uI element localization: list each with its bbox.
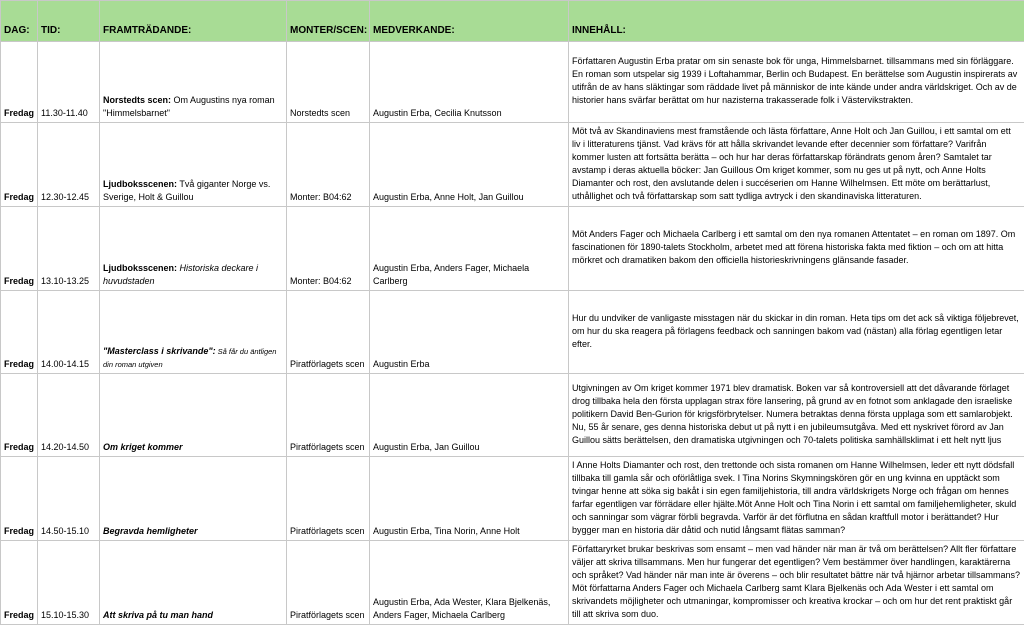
header-medverkande[interactable]: MEDVERKANDE: xyxy=(370,1,569,42)
cell-dag[interactable]: Fredag xyxy=(1,374,38,457)
performance-title-rest: Två giganter Norge vs. Sverige, Holt & Guillou xyxy=(103,179,270,202)
cell-medverkande[interactable]: Augustin Erba, Tina Norin, Anne Holt xyxy=(370,457,569,541)
cell-medverkande[interactable]: Augustin Erba, Anders Fager, Michaela Carlberg xyxy=(370,207,569,291)
cell-medverkande[interactable]: Augustin Erba xyxy=(370,291,569,374)
cell-innehall[interactable]: Författaren Augustin Erba pratar om sin senaste bok för unga, Himmelsbarnet. tillsammans med sin förläggare. En roman som utspelar sig 1939 i Loftahammar, Berlin och Budapest. En berättelse som Augustin inspirerats av utifrån de av hans släktingar som räddade livet på människor de inte kände under andra världskriget. Och av de historier hans svärfar berättat om hur nazisterna trakasserade folk i Västervikstrakten. xyxy=(569,42,1024,123)
cell-dag[interactable]: Fredag xyxy=(1,457,38,541)
cell-monter[interactable]: Norstedts scen xyxy=(287,42,370,123)
performance-title-rest: Historiska deckare i huvudstaden xyxy=(103,263,258,286)
cell-tid[interactable]: 14.20-14.50 xyxy=(38,374,100,457)
cell-dag[interactable]: Fredag xyxy=(1,541,38,625)
cell-medverkande[interactable]: Augustin Erba, Cecilia Knutsson xyxy=(370,42,569,123)
cell-tid[interactable]: 14.00-14.15 xyxy=(38,291,100,374)
table-row xyxy=(1,207,1024,291)
cell-monter[interactable]: Monter: B04:62 xyxy=(287,207,370,291)
cell-tid[interactable]: 12.30-12.45 xyxy=(38,123,100,207)
table-row xyxy=(1,457,1024,541)
cell-tid[interactable]: 14.50-15.10 xyxy=(38,457,100,541)
cell-monter[interactable]: Piratförlagets scen xyxy=(287,291,370,374)
header-dag[interactable]: DAG: xyxy=(1,1,38,42)
performance-title-bold: Ljudboksscenen: xyxy=(103,179,177,189)
cell-framtradande[interactable] xyxy=(100,291,287,374)
cell-dag[interactable]: Fredag xyxy=(1,42,38,123)
performance-title-bold: Om kriget kommer xyxy=(103,442,183,452)
cell-innehall[interactable]: Möt två av Skandinaviens mest framstående och lästa författare, Anne Holt och Jan Guillou, i ett samtal om ett liv i litteraturens tjänst. Vad krävs för att hålla skrivandet levande efter decennier som författare? Varifrån kommer lusten att fortsätta berätta – och hur har deras författarskap förändrats genom åren? Samtalet tar avstamp i deras aktuella böcker: Jan Guillous Om kriget kommer, som nu ges ut på nytt, och Anne Holts Diamanter och rost, den avslutande delen i succéserien om Hanne Wilhelmsen. Ett möte om berättarlust, uthållighet och två författarskap som satt tydliga avtryck i den skandinaviska litteraturen. xyxy=(569,123,1024,207)
performance-title-rest: Så får du äntligen din roman utgiven xyxy=(103,347,276,369)
cell-innehall[interactable]: Möt Anders Fager och Michaela Carlberg i ett samtal om den nya romanen Attentatet – en roman om 1897. Om fascinationen för 1890-talets Stockholm, arbetet med att förena historiska fakta med fiktion – och om att hitta mörkret och dramatiken bakom den officiella historieskrivningens glänsande fasader. xyxy=(569,207,1024,291)
cell-tid[interactable]: 11.30-11.40 xyxy=(38,42,100,123)
cell-monter[interactable]: Piratförlagets scen xyxy=(287,541,370,625)
header-monter[interactable]: MONTER/SCEN: xyxy=(287,1,370,42)
cell-medverkande[interactable]: Augustin Erba, Jan Guillou xyxy=(370,374,569,457)
table-row xyxy=(1,42,1024,123)
header-row xyxy=(1,1,1024,42)
cell-framtradande[interactable] xyxy=(100,374,287,457)
cell-monter[interactable]: Piratförlagets scen xyxy=(287,457,370,541)
cell-framtradande[interactable] xyxy=(100,207,287,291)
cell-dag[interactable]: Fredag xyxy=(1,291,38,374)
cell-tid[interactable]: 15.10-15.30 xyxy=(38,541,100,625)
cell-medverkande[interactable]: Augustin Erba, Ada Wester, Klara Bjelkenäs, Anders Fager, Michaela Carlberg xyxy=(370,541,569,625)
table-row xyxy=(1,374,1024,457)
cell-innehall[interactable]: Författaryrket brukar beskrivas som ensamt – men vad händer när man är två om berättelsen? Allt fler författare väljer att skriva tillsammans. Men hur fungerar det egentligen? Vem bestämmer över handlingen, karaktärerna och språket? Vad händer när man inte är överens – och blir resultatet bättre när två hjärnor arbetar tillsammans? Möt författarna Anders Fager och Michaela Carlberg samt Klara Bjelkenäs och Ada Wester i ett samtal om skrivandets möjligheter och utmaningar, kompromisser och kreativa krockar – och om hur det rent praktiskt går till att skriva som duo. xyxy=(569,541,1024,625)
table-row xyxy=(1,541,1024,625)
cell-framtradande[interactable] xyxy=(100,457,287,541)
cell-monter[interactable]: Piratförlagets scen xyxy=(287,374,370,457)
cell-framtradande[interactable] xyxy=(100,42,287,123)
performance-title-bold: "Masterclass i skrivande": xyxy=(103,346,216,356)
cell-framtradande[interactable] xyxy=(100,123,287,207)
performance-title-bold: Begravda hemligheter xyxy=(103,526,198,536)
performance-title-bold: Ljudboksscenen: xyxy=(103,263,177,273)
cell-innehall[interactable]: I Anne Holts Diamanter och rost, den trettonde och sista romanen om Hanne Wilhelmsen, leder ett nytt dödsfall tillbaka till gamla sår och oförlåtliga svek. I Tina Norins Skymningskören gör en ung kvinna en upptäckt som tvingar henne att söka sig bakåt i sin egen familjehistoria, till andra världskrigets Norge och frågan om hennes farfar egentligen var förrädare eller hjälte.Möt Anne Holt och Tina Norin i ett samtal om familjehemligheter, skuld och sanningar som vägrar förbli begravda. Varför är det förflutna en sådan kraftfull motor i berättandet? Hur bygger man en historia där dåtid och nutid långsamt flätas samman? xyxy=(569,457,1024,541)
header-tid[interactable]: TID: xyxy=(38,1,100,42)
cell-framtradande[interactable] xyxy=(100,541,287,625)
cell-monter[interactable]: Monter: B04:62 xyxy=(287,123,370,207)
table-row xyxy=(1,123,1024,207)
cell-medverkande[interactable]: Augustin Erba, Anne Holt, Jan Guillou xyxy=(370,123,569,207)
cell-innehall[interactable]: Hur du undviker de vanligaste misstagen när du skickar in din roman. Heta tips om det ack så viktiga följebrevet, om hur du ska reagera på förlagens feedback och sanningen bakom vad (nästan) alla förlag egentligen letar efter. xyxy=(569,291,1024,374)
cell-innehall[interactable]: Utgivningen av Om kriget kommer 1971 blev dramatisk. Boken var så kontroversiell att det dåvarande förlaget drog tillbaka hela den första upplagan strax före lansering, på grund av en fotnot som anklagade den israeliske politikern David Ben-Gurion för krigsförbrytelser. Numera betraktas denna första upplaga som ett samlarobjekt. Nu, 55 år senare, ges denna historiska debut ut på nytt i en jubileumsutgåva. Med ett nyskrivet förord av Jan Guillou sätts berättelsen, den dramatiska utgivningen och 70-talets politiska samhällsklimat i ett helt nytt ljus xyxy=(569,374,1024,457)
cell-dag[interactable]: Fredag xyxy=(1,123,38,207)
table-row xyxy=(1,291,1024,374)
cell-tid[interactable]: 13.10-13.25 xyxy=(38,207,100,291)
performance-title-bold: Norstedts scen: xyxy=(103,95,171,105)
header-innehall[interactable]: INNEHÅLL: xyxy=(569,1,1024,42)
cell-dag[interactable]: Fredag xyxy=(1,207,38,291)
performance-title-bold: Att skriva på tu man hand xyxy=(103,610,213,620)
performance-title-rest: Om Augustins nya roman "Himmelsbarnet" xyxy=(103,95,275,118)
header-framtradande[interactable]: FRAMTRÄDANDE: xyxy=(100,1,287,42)
